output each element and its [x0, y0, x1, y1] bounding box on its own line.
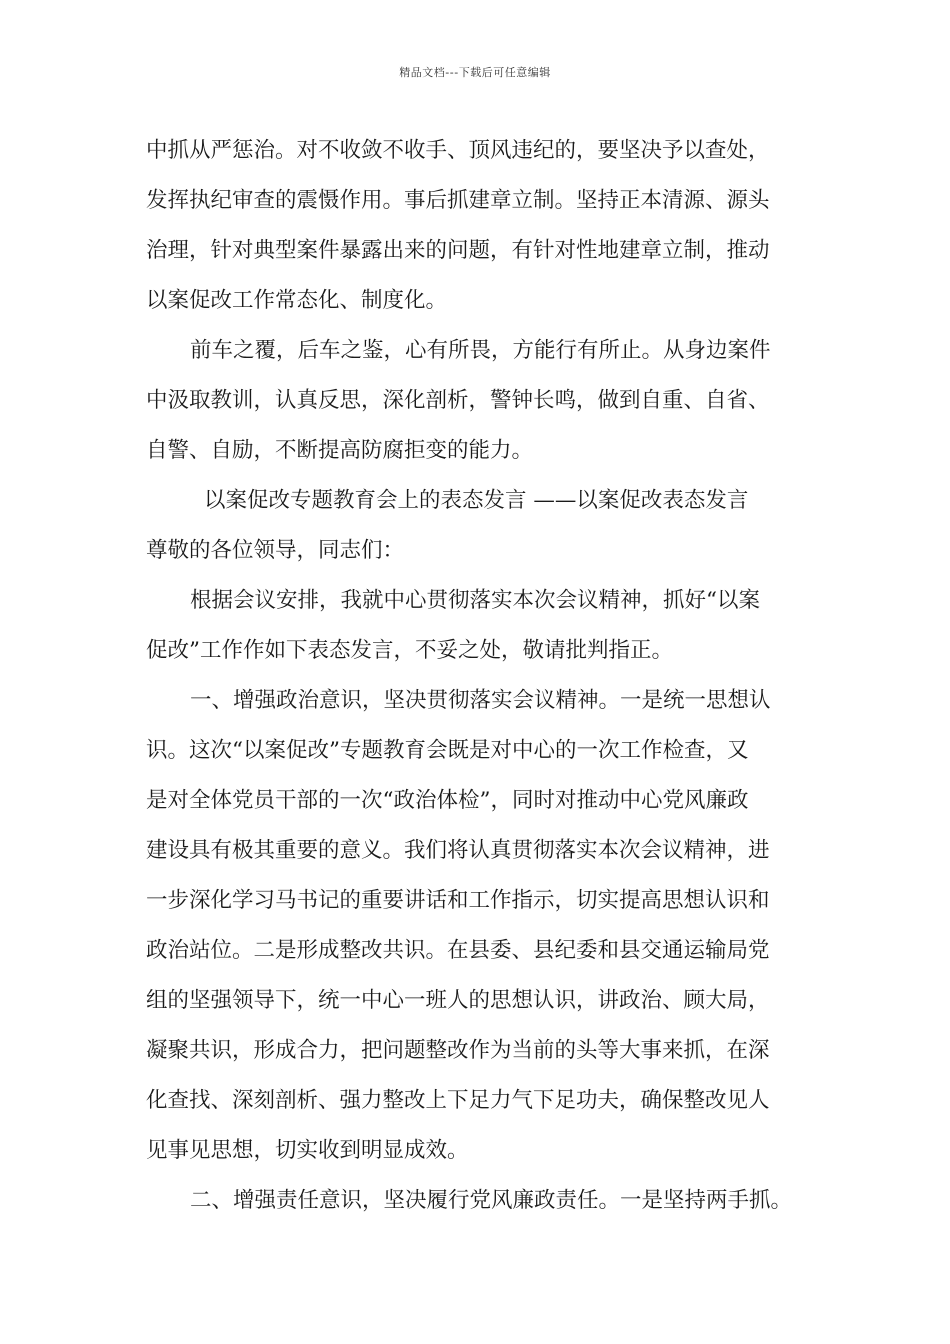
text-line: 以案促改专题教育会上的表态发言 ——以案促改表态发言 — [204, 488, 749, 513]
text-line: 中汲取教训，认真反思，深化剖析，警钟长鸣，做到自重、自省、 — [146, 388, 770, 413]
text-line: 尊敬的各位领导，同志们： — [146, 538, 405, 563]
text-line: 建设具有极其重要的意义。我们将认真贯彻落实本次会议精神，进 — [146, 838, 770, 863]
page-header: 精品文档---下载后可任意编辑 — [399, 66, 551, 79]
text-line: 自警、自励，不断提高防腐拒变的能力。 — [146, 438, 534, 463]
text-line: 促改”工作作如下表态发言，不妥之处，敬请批判指正。 — [146, 638, 673, 663]
text-line: 中抓从严惩治。对不收敛不收手、顶风违纪的，要坚决予以查处， — [146, 138, 770, 163]
text-line: 以案促改工作常态化、制度化。 — [146, 288, 448, 313]
text-line: 是对全体党员干部的一次“政治体检”，同时对推动中心党风廉政 — [146, 788, 749, 813]
text-line: 发挥执纪审查的震慑作用。事后抓建章立制。坚持正本清源、源头 — [146, 188, 770, 213]
text-line: 组的坚强领导下，统一中心一班人的思想认识，讲政治、顾大局， — [146, 988, 770, 1013]
text-line: 治理，针对典型案件暴露出来的问题，有针对性地建章立制，推动 — [146, 238, 770, 263]
text-line: 识。这次“以案促改”专题教育会既是对中心的一次工作检查，又 — [146, 738, 749, 763]
text-line: 一步深化学习马书记的重要讲话和工作指示，切实提高思想认识和 — [146, 888, 770, 913]
text-line: 二、增强责任意识，坚决履行党风廉政责任。一是坚持两手抓。 — [190, 1188, 793, 1213]
text-line: 见事见思想，切实收到明显成效。 — [146, 1138, 469, 1163]
text-line: 化查找、深刻剖析、强力整改上下足力气下足功夫，确保整改见人 — [146, 1088, 770, 1113]
text-line: 一、增强政治意识，坚决贯彻落实会议精神。一是统一思想认 — [190, 688, 771, 713]
text-line: 根据会议安排，我就中心贯彻落实本次会议精神，抓好“以案 — [190, 588, 760, 613]
document-body — [146, 126, 822, 1226]
text-line: 前车之覆，后车之鉴，心有所畏，方能行有所止。从身边案件 — [190, 338, 771, 363]
text-line: 凝聚共识，形成合力，把问题整改作为当前的头等大事来抓，在深 — [146, 1038, 770, 1063]
text-line: 政治站位。二是形成整改共识。在县委、县纪委和县交通运输局党 — [146, 938, 770, 963]
